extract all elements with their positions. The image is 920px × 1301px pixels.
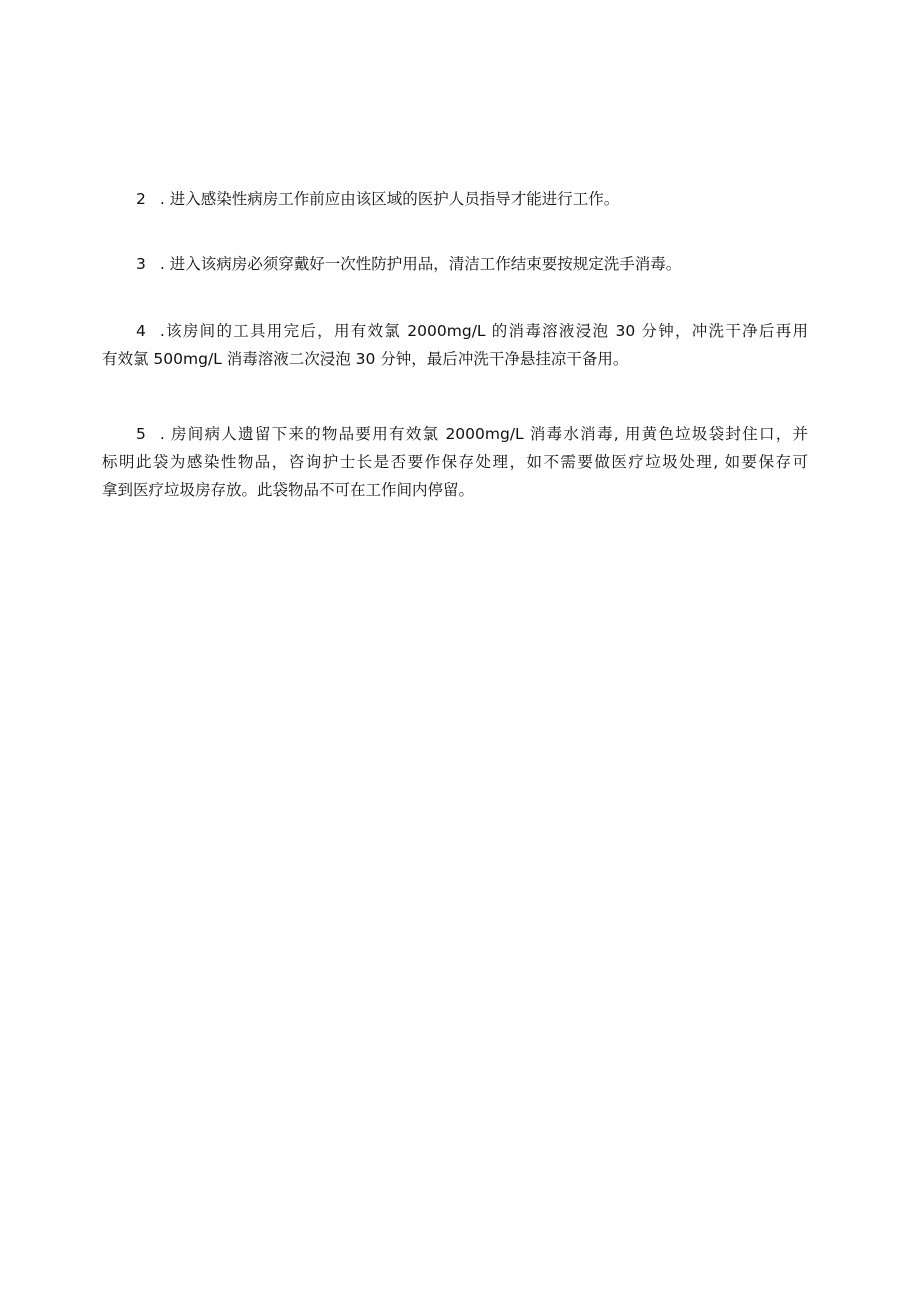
- paragraph-line: 有效氯 500mg/L 消毒溶液二次浸泡 30 分钟，最后冲洗干净悬挂凉干备用。: [102, 350, 629, 368]
- paragraph-text: . 进入该病房必须穿戴好一次性防护用品，清洁工作结束要按规定洗手消毒。: [159, 255, 682, 273]
- paragraph-text: . 房间病人遗留下来的物品要用有效氯 2000mg/L 消毒水消毒, 用黄色垃圾袋封住口，并: [159, 425, 808, 443]
- paragraph-line: 拿到医疗垃圾房存放。此袋物品不可在工作间内停留。: [102, 481, 475, 499]
- paragraph-4: [102, 317, 808, 373]
- paragraph-text: . 进入感染性病房工作前应由该区域的医护人员指导才能进行工作。: [159, 190, 620, 208]
- paragraph-line: 标明此袋为感染性物品，咨询护士长是否要作保存处理，如不需要做医疗垃圾处理, 如要保存可: [102, 453, 808, 471]
- paragraph-3: [102, 250, 808, 278]
- paragraph-number: 2: [136, 190, 146, 208]
- paragraph-line: [102, 317, 808, 345]
- paragraph-text: .该房间的工具用完后，用有效氯 2000mg/L 的消毒溶液浸泡 30 分钟，冲洗干净后再用: [159, 322, 808, 340]
- paragraph-number: 4: [136, 322, 146, 340]
- paragraph-line: [102, 250, 808, 278]
- paragraph-number: 3: [136, 255, 146, 273]
- paragraph-number: 5: [136, 425, 146, 443]
- paragraph-5: [102, 420, 808, 504]
- paragraph-line: [102, 420, 808, 448]
- paragraph-line: [102, 185, 808, 213]
- paragraph-2: [102, 185, 808, 213]
